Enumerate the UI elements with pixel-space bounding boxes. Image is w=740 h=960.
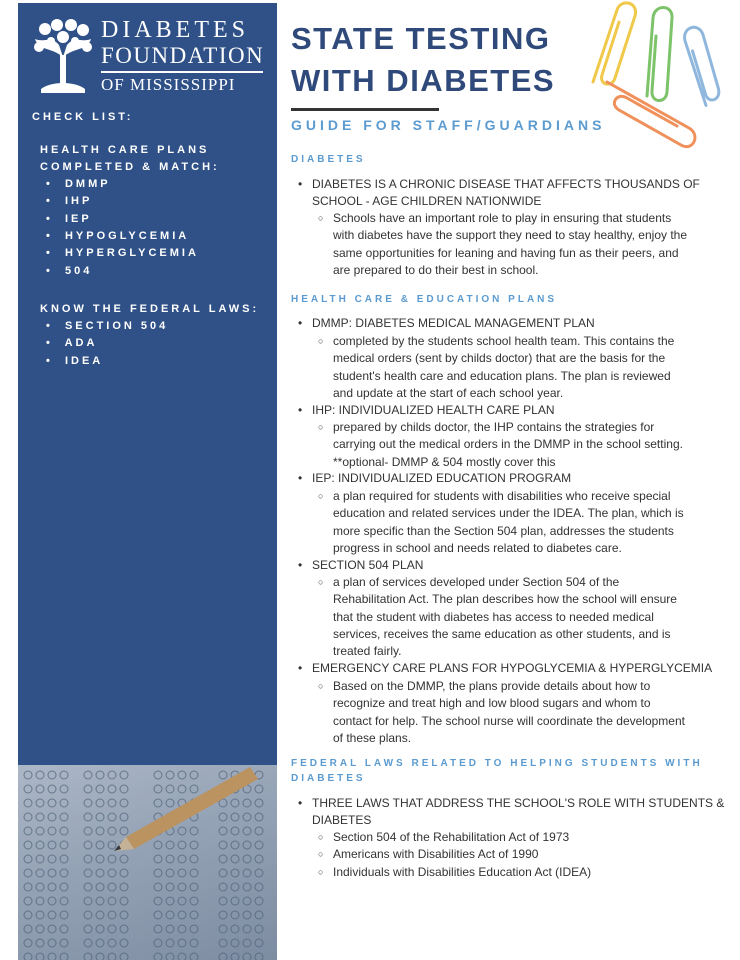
page-title: STATE TESTING WITH DIABETES: [291, 21, 556, 98]
list-subitem: [333, 846, 538, 863]
list-subitem: ○ a plan required for students with disabilities who receive special education and related services under the IDEA. The plan, which is more specific than the Section 504 plan, addresses the students progress in school and needs related to diabetes care.: [333, 488, 684, 557]
list-subitem: ○ a plan of services developed under Section 504 of the Rehabilitation Act. The plan describes how the school will ensure that the student with diabetes has access to needed medical services, receives the same education as other students, and is treated fairly.: [333, 574, 677, 660]
logo-rule: [101, 71, 263, 73]
list-item: • THREE LAWS THAT ADDRESS THE SCHOOL'S ROLE WITH STUDENTS & DIABETES: [312, 795, 724, 830]
tree-logo-icon: [31, 17, 95, 95]
answer-sheet-photo: [18, 765, 277, 960]
checklist-item: • IDEA: [46, 355, 104, 367]
answer-sheet-illustration: [18, 765, 277, 960]
title-divider: [291, 108, 439, 111]
main-content: [277, 0, 740, 960]
logo-line-3: OF MISSISSIPPI: [101, 75, 236, 94]
list-item: • IEP: INDIVIDUALIZED EDUCATION PROGRAM: [312, 470, 571, 487]
checklist-item: • ADA: [46, 337, 98, 349]
list-subitem: ○ Schools have an important role to play in ensuring that students with diabetes have the support they need to stay healthy, enjoy the same opportunities for leaning and having fun as their peers, and are prepared to do their best in school.: [333, 210, 687, 279]
checklist-item: • 504: [46, 265, 93, 277]
list-subitem: ○ completed by the students school health team. This contains the medical orders (sent by childs doctor) that are the basis for the student's health care and education plans. The plan is reviewed and update at the start of each school year.: [333, 333, 674, 402]
logo-line-1: DIABETES: [101, 17, 249, 43]
law-item: ○ Section 504 of the Rehabilitation Act of 1973: [333, 830, 570, 844]
list-item: • EMERGENCY CARE PLANS FOR HYPOGLYCEMIA & HYPERGLYCEMIA: [312, 660, 712, 677]
section-heading-plans: HEALTH CARE & EDUCATION PLANS: [291, 294, 558, 305]
checklist-item: • HYPERGLYCEMIA: [46, 247, 199, 259]
law-item: ○ Americans with Disabilities Act of 1990: [333, 847, 539, 861]
checklist-item: • SECTION 504: [46, 320, 169, 332]
checklist-item: • HYPOGLYCEMIA: [46, 230, 190, 242]
logo-line-2: FOUNDATION: [101, 43, 265, 68]
list-item: • SECTION 504 PLAN: [312, 557, 423, 574]
list-item: • DMMP: DIABETES MEDICAL MANAGEMENT PLAN: [312, 315, 595, 332]
list-item: • DIABETES IS A CHRONIC DISEASE THAT AFFECTS THOUSANDS OF SCHOOL - AGE CHILDREN NATIONWIDE: [312, 176, 700, 211]
list-subitem: [333, 864, 591, 881]
section-heading-diabetes: DIABETES: [291, 154, 366, 165]
checklist-item: • IEP: [46, 213, 92, 225]
section-heading-federal-laws: FEDERAL LAWS RELATED TO HELPING STUDENTS WITH DIABETES: [291, 758, 703, 784]
page-subtitle: GUIDE FOR STAFF/GUARDIANS: [291, 117, 606, 133]
checklist-item: • DMMP: [46, 178, 111, 190]
checklist-item: • IHP: [46, 195, 93, 207]
list-item: • IHP: INDIVIDUALIZED HEALTH CARE PLAN: [312, 402, 555, 419]
law-item: ○ Individuals with Disabilities Education Act (IDEA): [333, 865, 592, 879]
list-subitem: [333, 829, 569, 846]
list-subitem: ○ prepared by childs doctor, the IHP contains the strategies for carrying out the medical orders in the DMMP in the school setting. **optional- DMMP & 504 mostly cover this: [333, 419, 683, 471]
logo: [31, 17, 263, 99]
laws-heading: KNOW THE FEDERAL LAWS:: [40, 303, 260, 315]
checklist-label: CHECK LIST:: [32, 111, 134, 123]
list-subitem: ○ Based on the DMMP, the plans provide details about how to recognize and treat high and low blood sugars and whom to contact for help. The school nurse will coordinate the development of these plans.: [333, 678, 685, 747]
plans-heading-1: HEALTH CARE PLANS: [40, 144, 210, 156]
sidebar: [18, 3, 277, 960]
plans-heading-2: COMPLETED & MATCH:: [40, 161, 220, 173]
